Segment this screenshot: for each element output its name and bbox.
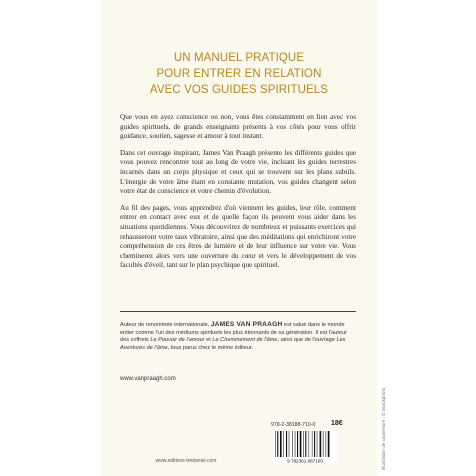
author-bio xyxy=(120,321,356,352)
book-title-3: Les Aventures de l'âme xyxy=(120,337,346,351)
publisher-website: www.editions-tredaniel.com xyxy=(155,458,217,464)
headline-line-3: AVEC VOS GUIDES SPIRITUELS xyxy=(149,84,329,96)
isbn: 978-2-38188-710-0 xyxy=(271,422,316,428)
barcode-digits: 9 782381 887100 xyxy=(287,458,323,464)
price: 18€ xyxy=(331,420,343,427)
book-title-1: Le Pouvoir de l'amour xyxy=(150,337,205,344)
blurb-paragraph-3: Au fil des pages, vous apprendrez d'où viennent les guides, leur rôle, comment entrer en contact avec eux et de quelle façon ils peuvent vous aider dans les situations quotidiennes. Vous découvrirez de nombreux et puissants exercices qui rehausseront votre taux vibratoire, ainsi que des méditations qui enrichiront votre compréhension de ces êtres de lumière et de leur influence sur votre vie. Vous cheminerez alors vers une ouverture du cœur et vers le développement de vos facultés d'éveil, tant sur le plan psychique que spirituel. xyxy=(120,203,356,270)
book-title-2: Le Cheminement de l'âme xyxy=(212,337,278,344)
author-name: JAMES VAN PRAAGH xyxy=(210,321,283,328)
author-website: www.vanpraagh.com xyxy=(120,376,176,382)
headline-line-2: POUR ENTRER EN RELATION xyxy=(156,68,322,80)
bio-text-2: et xyxy=(204,337,213,344)
divider xyxy=(120,311,356,312)
barcode xyxy=(273,430,337,464)
blurb-paragraph-2: Dans cet ouvrage inspirant, James Van Praagh présente les différents guides que vous pouvez rencontrer tout au long de votre vie, incluant les guides terrestres incarnés dans un corps physique et ceux qui se trouvent sur les plans subtils. L'énergie de votre âme étant en constante mutation, vos guides changent selon votre état de conscience et votre chemin d'évolution. xyxy=(120,148,356,196)
cover-credits: Illustration de couverture : © Istockphoto xyxy=(381,387,386,470)
blurb xyxy=(120,113,356,278)
bio-text-4: , tous parus chez le même éditeur. xyxy=(167,344,254,351)
headline-line-1: UN MANUEL PRATIQUE xyxy=(173,52,305,64)
bio-lead: Auteur de renommée internationale, xyxy=(120,322,210,328)
bio-text-3: , ainsi que de l'ouvrage xyxy=(277,337,337,344)
cover-headline xyxy=(101,50,377,98)
blurb-paragraph-1: Que vous en ayez conscience ou non, vous êtes constamment en lien avec vos guides spirituels, de grands enseignants présents à vos côtés pour vous offrir guidance, soutien, sagesse et amour à tout instant. xyxy=(120,113,356,141)
back-cover xyxy=(101,0,377,476)
bio-text-1: est salué dans le monde entier comme l'un des médiums spirituels les plus étonnants de sa génération. Il est l'auteur des coffrets xyxy=(120,322,347,344)
